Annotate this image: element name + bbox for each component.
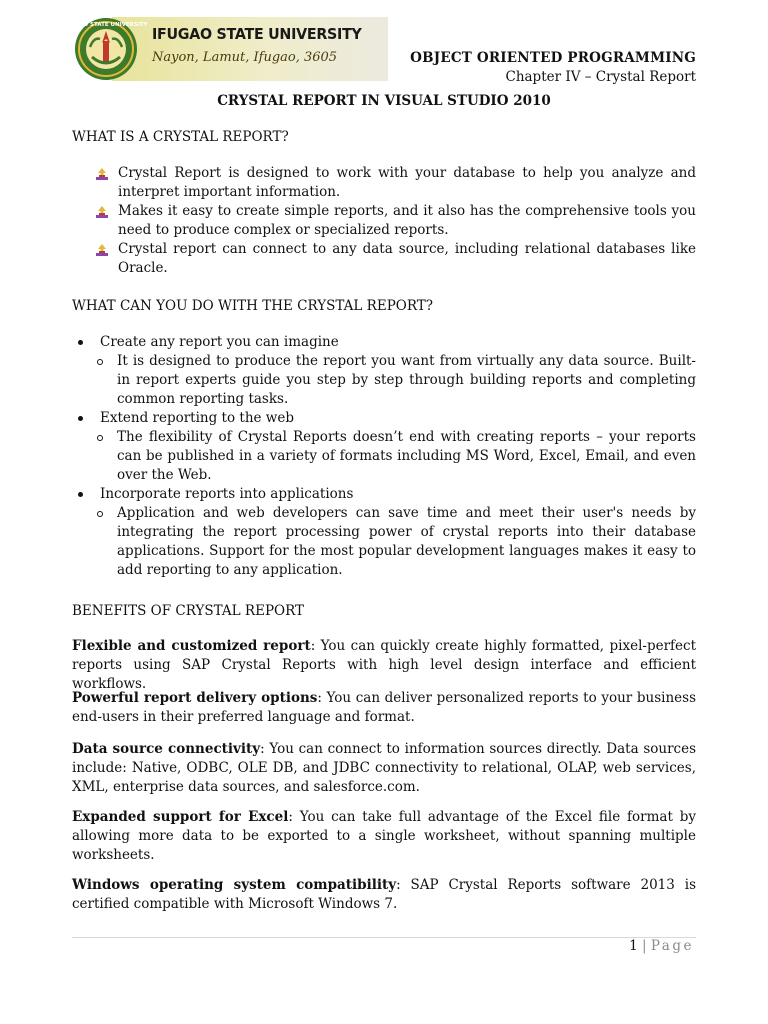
benefit-text: : You can deliver personalized reports to your business end-users in their preferred language and format. [72, 690, 696, 725]
list-item [72, 409, 696, 428]
bullet-text: Crystal Report is designed to work with your database to help you analyze and interpret important information. [118, 165, 696, 200]
sub-list-item [72, 504, 696, 580]
page-number-value: 1 [629, 938, 638, 954]
bullet-text: Crystal report can connect to any data source, including relational databases like Oracle. [118, 241, 696, 276]
sub-item-text: It is designed to produce the report you want from virtually any data source. Built-in report experts guide you step by step through building reports and completing common reporting tasks. [117, 353, 696, 407]
page-number [629, 938, 694, 954]
arrow-bullet-icon [95, 168, 109, 180]
university-address: Nayon, Lamut, Ifugao, 3605 [152, 50, 338, 65]
item-label: Incorporate reports into applications [100, 486, 354, 502]
list-item [72, 333, 696, 352]
benefit-paragraph [72, 689, 696, 727]
item-label: Create any report you can imagine [100, 334, 339, 350]
item-label: Extend reporting to the web [100, 410, 294, 426]
benefit-term: Expanded support for Excel [72, 809, 289, 825]
benefit-text: : You can take full advantage of the Excel file format by allowing more data to be exported to a single worksheet, without spanning multiple worksheets. [72, 809, 696, 863]
arrow-bullet-icon [95, 206, 109, 218]
page-label: Page [650, 938, 694, 954]
list-item [95, 202, 696, 240]
benefit-text: : SAP Crystal Reports software 2013 is certified compatible with Microsoft Windows 7. [72, 877, 696, 912]
benefit-paragraph [72, 637, 696, 694]
benefit-paragraph [72, 740, 696, 797]
sub-item-text: The flexibility of Crystal Reports doesn’t end with creating reports – your reports can be published in a variety of formats including MS Word, Excel, Email, and even over the Web. [117, 429, 696, 483]
bullet-dot-icon [78, 416, 83, 421]
sub-item-text: Application and web developers can save time and meet their user's needs by integrating the report processing power of crystal reports into their database applications. Support for the most popular development languages makes it easy to add reporting to any application. [117, 505, 696, 578]
section-heading-what-can: WHAT CAN YOU DO WITH THE CRYSTAL REPORT? [72, 298, 434, 314]
list-item [95, 164, 696, 202]
benefit-term: Windows operating system compatibility [72, 877, 397, 893]
document-title: CRYSTAL REPORT IN VISUAL STUDIO 2010 [217, 93, 551, 109]
university-banner [64, 17, 388, 81]
footer-divider [72, 937, 696, 938]
university-name: IFUGAO STATE UNIVERSITY [152, 25, 362, 43]
list-item [95, 240, 696, 278]
bullet-circle-icon [97, 435, 103, 441]
chapter-title: Chapter IV – Crystal Report [505, 69, 696, 85]
seal-text: IFUGAO STATE UNIVERSITY [64, 22, 148, 28]
bullet-dot-icon [78, 492, 83, 497]
bullet-circle-icon [97, 359, 103, 365]
benefit-text: : You can connect to information sources directly. Data sources include: Native, ODBC, OLE DB, and JDBC connectivity to relational, OLAP, web services, XML, enterprise data sources, and salesforce.com. [72, 741, 696, 795]
benefit-paragraph [72, 876, 696, 914]
benefit-text: : You can quickly create highly formatted, pixel-perfect reports using SAP Crystal Reports with high level design interface and efficient workflows. [72, 638, 697, 692]
benefit-paragraph [72, 808, 696, 865]
list-item [72, 485, 696, 504]
arrow-bullet-icon [95, 244, 109, 256]
sub-list-item [72, 428, 696, 485]
bullet-text: Makes it easy to create simple reports, and it also has the comprehensive tools you need to produce complex or specialized reports. [118, 203, 696, 238]
bullet-circle-icon [97, 511, 103, 517]
section-heading-benefits: BENEFITS OF CRYSTAL REPORT [72, 603, 305, 619]
bullet-dot-icon [78, 340, 83, 345]
sub-list-item [72, 352, 696, 409]
page-separator: | [641, 938, 647, 954]
section-heading-what-is: WHAT IS A CRYSTAL REPORT? [72, 129, 289, 145]
benefit-term: Flexible and customized report [72, 638, 311, 654]
benefit-term: Powerful report delivery options [72, 690, 318, 706]
what-is-bullet-list [95, 164, 696, 278]
what-can-list [72, 333, 696, 580]
benefit-term: Data source connectivity [72, 741, 261, 757]
university-seal-icon [64, 17, 148, 81]
course-title: OBJECT ORIENTED PROGRAMMING [410, 50, 696, 66]
